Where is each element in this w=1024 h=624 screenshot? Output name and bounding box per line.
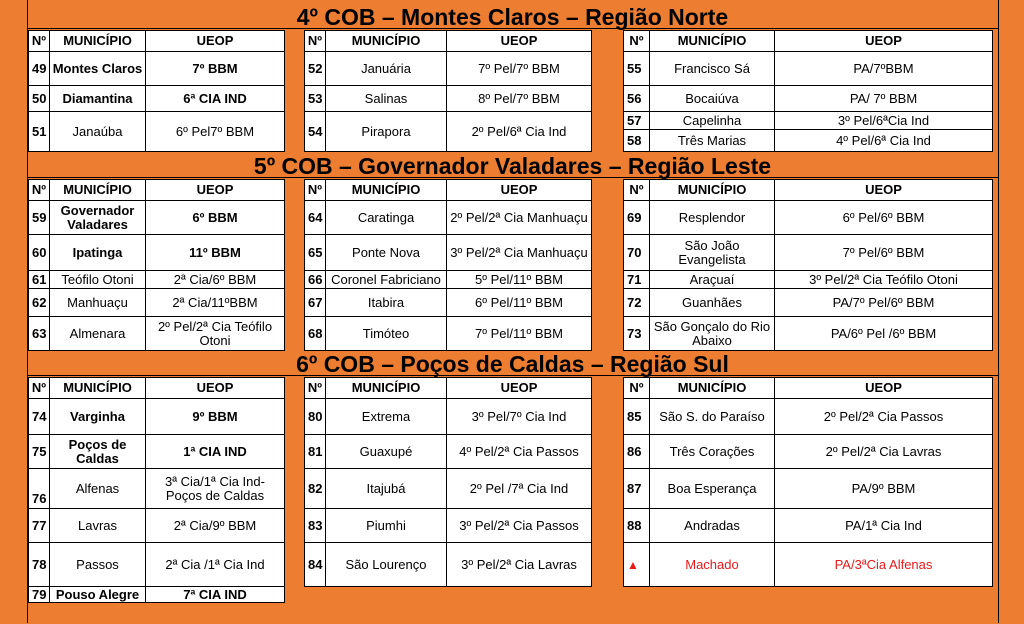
row-number: 58 [623,129,650,152]
row-number: 60 [28,234,50,271]
municipio-cell: Francisco Sá [649,51,775,86]
column-header-ueop: UEOP [446,30,592,52]
ueop-cell: 1ª CIA IND [145,434,285,469]
ueop-cell: PA/7ºBBM [774,51,993,86]
row-number: 77 [28,508,50,543]
row-number: 79 [28,586,50,603]
municipio-cell: Itabira [325,288,447,317]
ueop-cell: 9º BBM [145,398,285,435]
section-divider [27,28,998,29]
ueop-cell: 4º Pel/2ª Cia Passos [446,434,592,469]
row-number: 62 [28,288,50,317]
municipio-cell: Coronel Fabriciano [325,270,447,289]
ueop-cell: PA/6º Pel /6º BBM [774,316,993,351]
row-number: 67 [304,288,326,317]
ueop-cell: 6º Pel7º BBM [145,111,285,152]
column-header-num: Nº [623,179,650,201]
municipio-cell: Janaúba [49,111,146,152]
ueop-cell: 7º BBM [145,51,285,86]
ueop-cell: 2º Pel/2ª Cia Teófilo Otoni [145,316,285,351]
municipio-cell: Extrema [325,398,447,435]
row-number: 83 [304,508,326,543]
row-number: 57 [623,111,650,130]
ueop-cell: 2ª Cia/6º BBM [145,270,285,289]
row-number: 49 [28,51,50,86]
row-number: 53 [304,85,326,112]
column-header-municipio: MUNICÍPIO [49,377,146,399]
municipio-cell: Januária [325,51,447,86]
column-header-num: Nº [304,179,326,201]
column-header-ueop: UEOP [774,377,993,399]
ueop-cell: 6º Pel/11º BBM [446,288,592,317]
column-header-ueop: UEOP [145,179,285,201]
municipio-cell: São Gonçalo do Rio Abaixo [649,316,775,351]
column-header-municipio: MUNICÍPIO [49,179,146,201]
column-header-ueop: UEOP [145,377,285,399]
column-header-municipio: MUNICÍPIO [325,30,447,52]
ueop-cell: 5º Pel/11º BBM [446,270,592,289]
municipio-cell: Boa Esperança [649,468,775,509]
municipio-cell: Manhuaçu [49,288,146,317]
ueop-cell: 6ª CIA IND [145,85,285,112]
ueop-cell: 7º Pel/11º BBM [446,316,592,351]
ueop-cell: 8º Pel/7º BBM [446,85,592,112]
ueop-cell: 3º Pel/6ªCia Ind [774,111,993,130]
municipio-cell: Bocaiúva [649,85,775,112]
ueop-cell: 3ª Cia/1ª Cia Ind- Poços de Caldas [145,468,285,509]
ueop-cell: 6º Pel/6º BBM [774,200,993,235]
municipio-cell: Timóteo [325,316,447,351]
column-header-num: Nº [28,30,50,52]
row-number: 75 [28,434,50,469]
column-header-municipio: MUNICÍPIO [649,179,775,201]
ueop-cell: 11º BBM [145,234,285,271]
row-number: 81 [304,434,326,469]
ueop-cell: PA/7º Pel/6º BBM [774,288,993,317]
ueop-cell: 4º Pel/6ª Cia Ind [774,129,993,152]
municipio-cell: Guanhães [649,288,775,317]
row-number: 51 [28,111,50,152]
column-header-municipio: MUNICÍPIO [649,377,775,399]
row-number: 68 [304,316,326,351]
municipio-cell: Poços de Caldas [49,434,146,469]
row-number: 74 [28,398,50,435]
column-header-num: Nº [28,377,50,399]
column-header-ueop: UEOP [774,179,993,201]
municipio-cell: Andradas [649,508,775,543]
column-header-ueop: UEOP [774,30,993,52]
ueop-cell: 2ª Cia/11ºBBM [145,288,285,317]
section-title: 5º COB – Governador Valadares – Região Leste [253,153,772,179]
row-number: 54 [304,111,326,152]
row-number: 70 [623,234,650,271]
municipio-cell: Caratinga [325,200,447,235]
municipio-cell: Pirapora [325,111,447,152]
ueop-cell: 3º Pel/2ª Cia Manhuaçu [446,234,592,271]
ueop-cell: 2º Pel/2ª Cia Passos [774,398,993,435]
municipio-cell: Pouso Alegre [49,586,146,603]
municipio-cell: Machado [649,542,775,587]
column-header-num: Nº [304,30,326,52]
ueop-cell: 2º Pel/6ª Cia Ind [446,111,592,152]
municipio-cell: Ipatinga [49,234,146,271]
municipio-cell: Três Marias [649,129,775,152]
municipio-cell: São João Evangelista [649,234,775,271]
municipio-cell: Capelinha [649,111,775,130]
municipio-cell: Governador Valadares [49,200,146,235]
municipio-cell: Almenara [49,316,146,351]
row-number: 80 [304,398,326,435]
column-header-municipio: MUNICÍPIO [325,377,447,399]
municipio-cell: Ponte Nova [325,234,447,271]
row-number: 50 [28,85,50,112]
row-number: 78 [28,542,50,587]
section-title: 4º COB – Montes Claros – Região Norte [296,4,729,30]
column-header-ueop: UEOP [145,30,285,52]
ueop-cell: PA/ 7º BBM [774,85,993,112]
municipio-cell: Alfenas [49,468,146,509]
ueop-cell: 2º Pel/2ª Cia Manhuaçu [446,200,592,235]
row-number: 73 [623,316,650,351]
ueop-cell: 7ª CIA IND [145,586,285,603]
ueop-cell: PA/1ª Cia Ind [774,508,993,543]
ueop-cell: 3º Pel/2ª Cia Teófilo Otoni [774,270,993,289]
ueop-cell: 3º Pel/2ª Cia Lavras [446,542,592,587]
municipio-cell: Lavras [49,508,146,543]
row-number: 55 [623,51,650,86]
row-number: 65 [304,234,326,271]
row-number: 59 [28,200,50,235]
row-number: 87 [623,468,650,509]
row-number: 56 [623,85,650,112]
row-number: 88 [623,508,650,543]
municipio-cell: Piumhi [325,508,447,543]
column-header-num: Nº [304,377,326,399]
alert-triangle-icon: ▲ [623,542,650,587]
municipio-cell: Araçuaí [649,270,775,289]
ueop-cell: 2º Pel /7ª Cia Ind [446,468,592,509]
section-title: 6º COB – Poços de Caldas – Região Sul [296,351,729,377]
row-number: 85 [623,398,650,435]
ueop-cell: 2º Pel/2ª Cia Lavras [774,434,993,469]
municipio-cell: Teófilo Otoni [49,270,146,289]
municipio-cell: Salinas [325,85,447,112]
row-number: 61 [28,270,50,289]
ueop-cell: 7º Pel/7º BBM [446,51,592,86]
column-header-num: Nº [623,377,650,399]
ueop-cell: 2ª Cia/9º BBM [145,508,285,543]
ueop-cell: PA/3ªCia Alfenas [774,542,993,587]
row-number: 63 [28,316,50,351]
ueop-cell: 3º Pel/2ª Cia Passos [446,508,592,543]
ueop-cell: PA/9º BBM [774,468,993,509]
municipio-cell: São Lourenço [325,542,447,587]
municipio-cell: Itajubá [325,468,447,509]
column-header-num: Nº [28,179,50,201]
row-number: 82 [304,468,326,509]
row-number: 76 [28,468,50,509]
row-number: 71 [623,270,650,289]
column-header-num: Nº [623,30,650,52]
row-number: 69 [623,200,650,235]
ueop-cell: 6º BBM [145,200,285,235]
section-divider [27,375,998,376]
municipio-cell: Três Corações [649,434,775,469]
column-header-municipio: MUNICÍPIO [325,179,447,201]
municipio-cell: Resplendor [649,200,775,235]
municipio-cell: Guaxupé [325,434,447,469]
column-header-ueop: UEOP [446,179,592,201]
row-number: 86 [623,434,650,469]
column-header-municipio: MUNICÍPIO [649,30,775,52]
municipio-cell: Diamantina [49,85,146,112]
municipio-cell: São S. do Paraíso [649,398,775,435]
section-divider [27,177,998,178]
ueop-cell: 3º Pel/7º Cia Ind [446,398,592,435]
municipio-cell: Montes Claros [49,51,146,86]
ueop-cell: 7º Pel/6º BBM [774,234,993,271]
row-number: 84 [304,542,326,587]
row-number: 72 [623,288,650,317]
municipio-cell: Passos [49,542,146,587]
column-header-ueop: UEOP [446,377,592,399]
row-number: 66 [304,270,326,289]
row-number: 52 [304,51,326,86]
column-header-municipio: MUNICÍPIO [49,30,146,52]
row-number: 64 [304,200,326,235]
municipio-cell: Varginha [49,398,146,435]
ueop-cell: 2ª Cia /1ª Cia Ind [145,542,285,587]
